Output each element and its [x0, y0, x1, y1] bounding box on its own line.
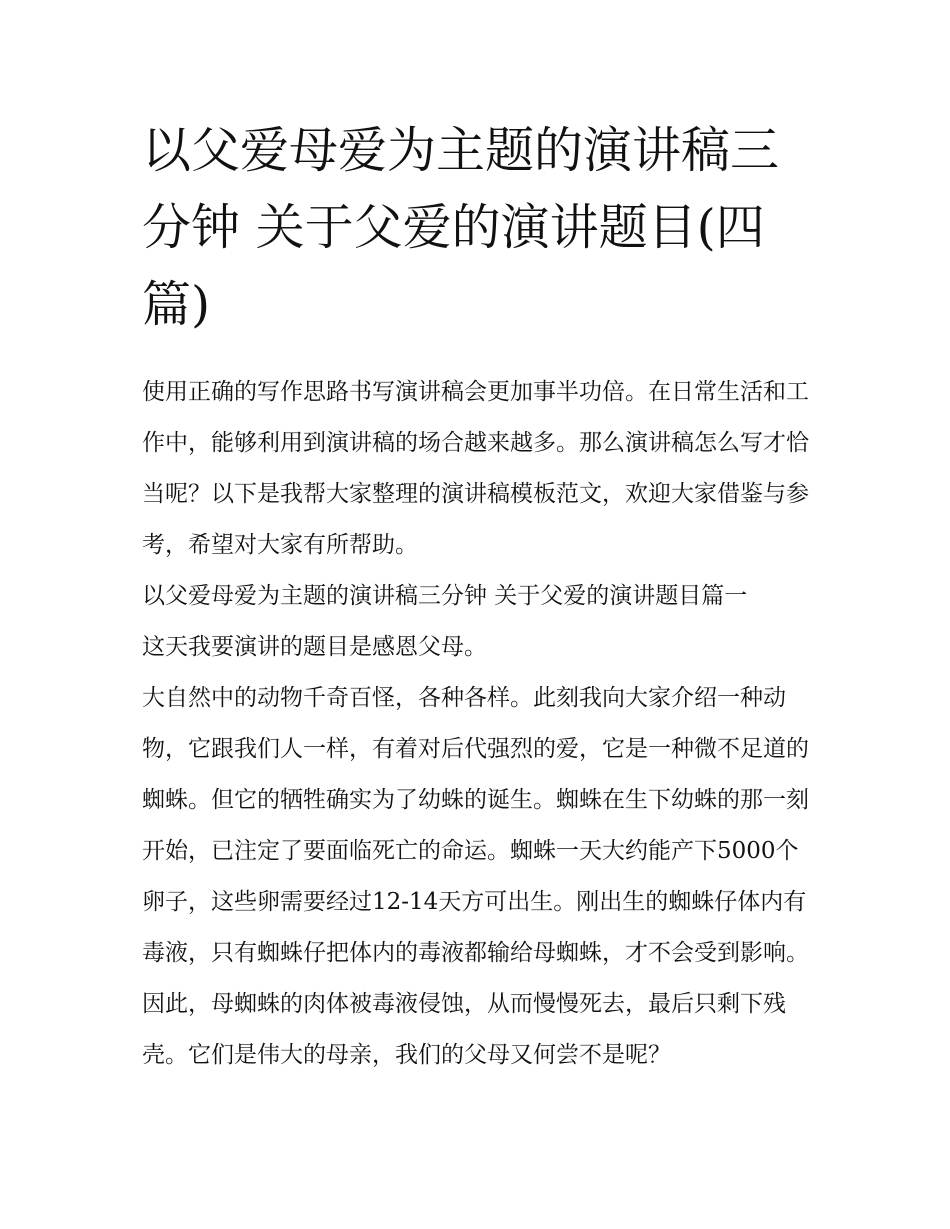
speech-topic-paragraph: 这天我要演讲的题目是感恩父母。	[142, 634, 487, 660]
document-body	[142, 367, 817, 1081]
intro-paragraph: 使用正确的写作思路书写演讲稿会更加事半功倍。在日常生活和工作中，能够利用到演讲稿的场合越来越多。那么演讲稿怎么写才恰当呢？以下是我帮大家整理的演讲稿模板范文，欢迎大家借鉴与参考，希望对大家有所帮助。	[142, 379, 809, 558]
document-page	[142, 112, 817, 1081]
spider-story-paragraph: 大自然中的动物千奇百怪，各种各样。此刻我向大家介绍一种动物，它跟我们人一样，有着对后代强烈的爱，它是一种微不足道的蜘蛛。但它的牺牲确实为了幼蛛的诞生。蜘蛛在生下幼蛛的那一刻开始，已注定了要面临死亡的命运。蜘蛛一天大约能产下5000个卵子，这些卵需要经过12-14天方可出生。刚出生的蜘蛛仔体内有毒液，只有蜘蛛仔把体内的毒液都输给母蜘蛛，才不会受到影响。因此，母蜘蛛的肉体被毒液侵蚀，从而慢慢死去，最后只剩下残壳。它们是伟大的母亲，我们的父母又何尝不是呢？	[142, 685, 809, 1068]
document-title: 以父爱母爱为主题的演讲稿三分钟 关于父爱的演讲题目(四篇)	[142, 122, 780, 333]
section-heading: 以父爱母爱为主题的演讲稿三分钟 关于父爱的演讲题目篇一	[142, 583, 748, 609]
